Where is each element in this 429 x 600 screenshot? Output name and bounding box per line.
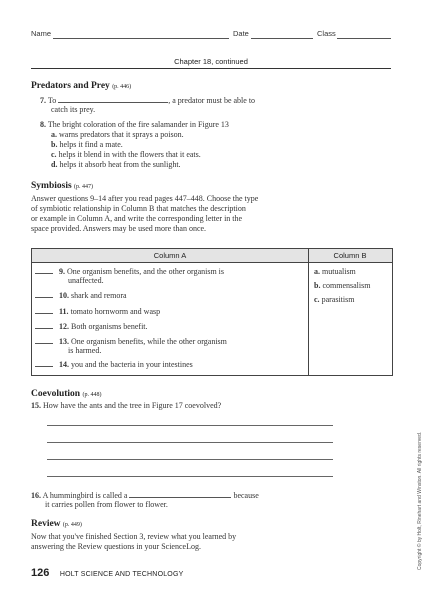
- q8-option-a[interactable]: [51, 130, 184, 140]
- review-heading-text: Review: [31, 519, 61, 529]
- q15-number: 15.: [31, 401, 41, 410]
- answer-blank-11[interactable]: [35, 306, 53, 314]
- option-text: helps it find a mate.: [59, 140, 123, 149]
- option-text: helps it blend in with the flowers that it eats.: [58, 150, 201, 159]
- row-text: One organism benefits, and the other organism is: [67, 267, 225, 276]
- choice-letter: c.: [314, 295, 320, 304]
- row-text: One organism benefits, while the other organism: [71, 337, 227, 346]
- q16-line-2: it carries pollen from flower to flower.: [45, 500, 168, 509]
- q8-option-c[interactable]: [51, 150, 201, 160]
- class-line[interactable]: [337, 38, 391, 39]
- row-number: 9.: [59, 267, 65, 276]
- option-letter: d.: [51, 160, 58, 169]
- q7-answer-blank[interactable]: [58, 95, 168, 103]
- choice-text: mutualism: [322, 267, 356, 276]
- q8-text: The bright coloration of the fire salamander in Figure 13: [47, 120, 229, 129]
- answer-blank-9[interactable]: [35, 266, 53, 274]
- review-text-2: answering the Review questions in your ScienceLog.: [31, 542, 201, 551]
- q7-line-2: catch its prey.: [51, 105, 96, 114]
- q15-answer-line-4[interactable]: [47, 476, 333, 477]
- predators-heading: [31, 81, 131, 91]
- row-text: shark and remora: [71, 291, 127, 300]
- q15-answer-line-3[interactable]: [47, 459, 333, 460]
- choice-text: parasitism: [321, 295, 355, 304]
- q15-answer-line-1[interactable]: [47, 425, 333, 426]
- q7-text-before: To: [47, 96, 57, 105]
- q7-number: 7.: [40, 96, 46, 105]
- option-letter: a.: [51, 130, 57, 139]
- row-number: 12.: [59, 322, 69, 331]
- page-footer: [31, 563, 183, 581]
- coevolution-heading: [31, 389, 101, 399]
- table-row-11: [35, 306, 160, 317]
- page-number: 126: [31, 567, 50, 579]
- symbiosis-heading-text: Symbiosis: [31, 181, 72, 191]
- answer-blank-10[interactable]: [35, 290, 53, 298]
- review-text-1: Now that you've finished Section 3, review what you learned by: [31, 532, 237, 541]
- q15-text: How have the ants and the tree in Figure 17 coevolved?: [43, 401, 222, 410]
- option-text: helps it absorb heat from the sunlight.: [59, 160, 181, 169]
- predators-heading-text: Predators and Prey: [31, 81, 110, 91]
- choice-b: [314, 281, 370, 291]
- q8-number: 8.: [40, 120, 46, 129]
- row-number: 14.: [59, 360, 69, 369]
- row-number: 13.: [59, 337, 69, 346]
- row-number: 10.: [59, 291, 69, 300]
- choice-letter: b.: [314, 281, 321, 290]
- choice-a: [314, 267, 356, 277]
- review-page-ref: (p. 449): [62, 522, 82, 528]
- choice-c: [314, 295, 354, 305]
- column-a-header: Column A: [153, 251, 187, 260]
- symbiosis-page-ref: (p. 447): [74, 184, 94, 190]
- table-row-14: [35, 359, 193, 370]
- copyright-notice: [409, 330, 423, 570]
- coevolution-page-ref: (p. 448): [82, 392, 102, 398]
- choice-text: commensalism: [322, 281, 371, 290]
- name-date-class-header: [31, 29, 391, 41]
- symbiosis-instructions-1: Answer questions 9–14 after you read pages 447–448. Choose the type: [31, 194, 259, 203]
- chapter-divider: [31, 68, 391, 69]
- table-header: [32, 249, 392, 263]
- answer-blank-12[interactable]: [35, 321, 53, 329]
- class-label: Class: [317, 29, 336, 38]
- row-text: tomato hornworm and wasp: [70, 307, 161, 316]
- row-number: 11.: [59, 307, 69, 316]
- q16-number: 16.: [31, 491, 41, 500]
- table-row-10: [35, 290, 127, 301]
- copyright-text: Copyright © by Holt, Rinehart and Winston. All rights reserved.: [417, 431, 423, 570]
- q8-option-b[interactable]: [51, 140, 123, 150]
- symbiosis-heading: [31, 181, 93, 191]
- chapter-title: Chapter 18, continued: [174, 57, 248, 66]
- table-row-13-line-2: is harmed.: [68, 346, 102, 355]
- predators-page-ref: (p. 446): [112, 84, 132, 90]
- q15-answer-line-2[interactable]: [47, 442, 333, 443]
- book-title: HOLT SCIENCE AND TECHNOLOGY: [59, 571, 184, 578]
- date-label: Date: [233, 29, 249, 38]
- coevolution-heading-text: Coevolution: [31, 389, 81, 399]
- row-text: Both organisms benefit.: [71, 322, 148, 331]
- choice-letter: a.: [314, 267, 320, 276]
- table-row-13: [35, 336, 227, 347]
- name-label: Name: [31, 29, 52, 38]
- review-heading: [31, 519, 82, 529]
- question-8: [40, 120, 229, 130]
- option-text: warns predators that it sprays a poison.: [59, 130, 184, 139]
- column-b-header: Column B: [333, 251, 367, 260]
- table-row-9: [35, 266, 224, 277]
- table-row-12: [35, 321, 148, 332]
- answer-blank-14[interactable]: [35, 359, 53, 367]
- name-line[interactable]: [53, 38, 229, 39]
- option-letter: b.: [51, 140, 58, 149]
- option-letter: c.: [51, 150, 57, 159]
- q16-text-before: A hummingbird is called a: [42, 491, 128, 500]
- symbiosis-instructions-4: space provided. Answers may be used more than once.: [31, 224, 207, 233]
- table-row-9-line-2: unaffected.: [68, 276, 104, 285]
- q8-option-d[interactable]: [51, 160, 181, 170]
- q16-text-after: because: [233, 491, 259, 500]
- q16-answer-blank[interactable]: [129, 490, 231, 498]
- date-line[interactable]: [251, 38, 313, 39]
- row-text: you and the bacteria in your intestines: [71, 360, 193, 369]
- matching-table: [31, 248, 393, 376]
- symbiosis-instructions-2: of symbiotic relationship in Column B that matches the description: [31, 204, 246, 213]
- symbiosis-instructions-3: or example in Column A, and write the corresponding letter in the: [31, 214, 243, 223]
- q7-text-after: , a predator must be able to: [168, 96, 256, 105]
- question-15: [31, 401, 221, 411]
- answer-blank-13[interactable]: [35, 336, 53, 344]
- column-divider: [308, 249, 309, 375]
